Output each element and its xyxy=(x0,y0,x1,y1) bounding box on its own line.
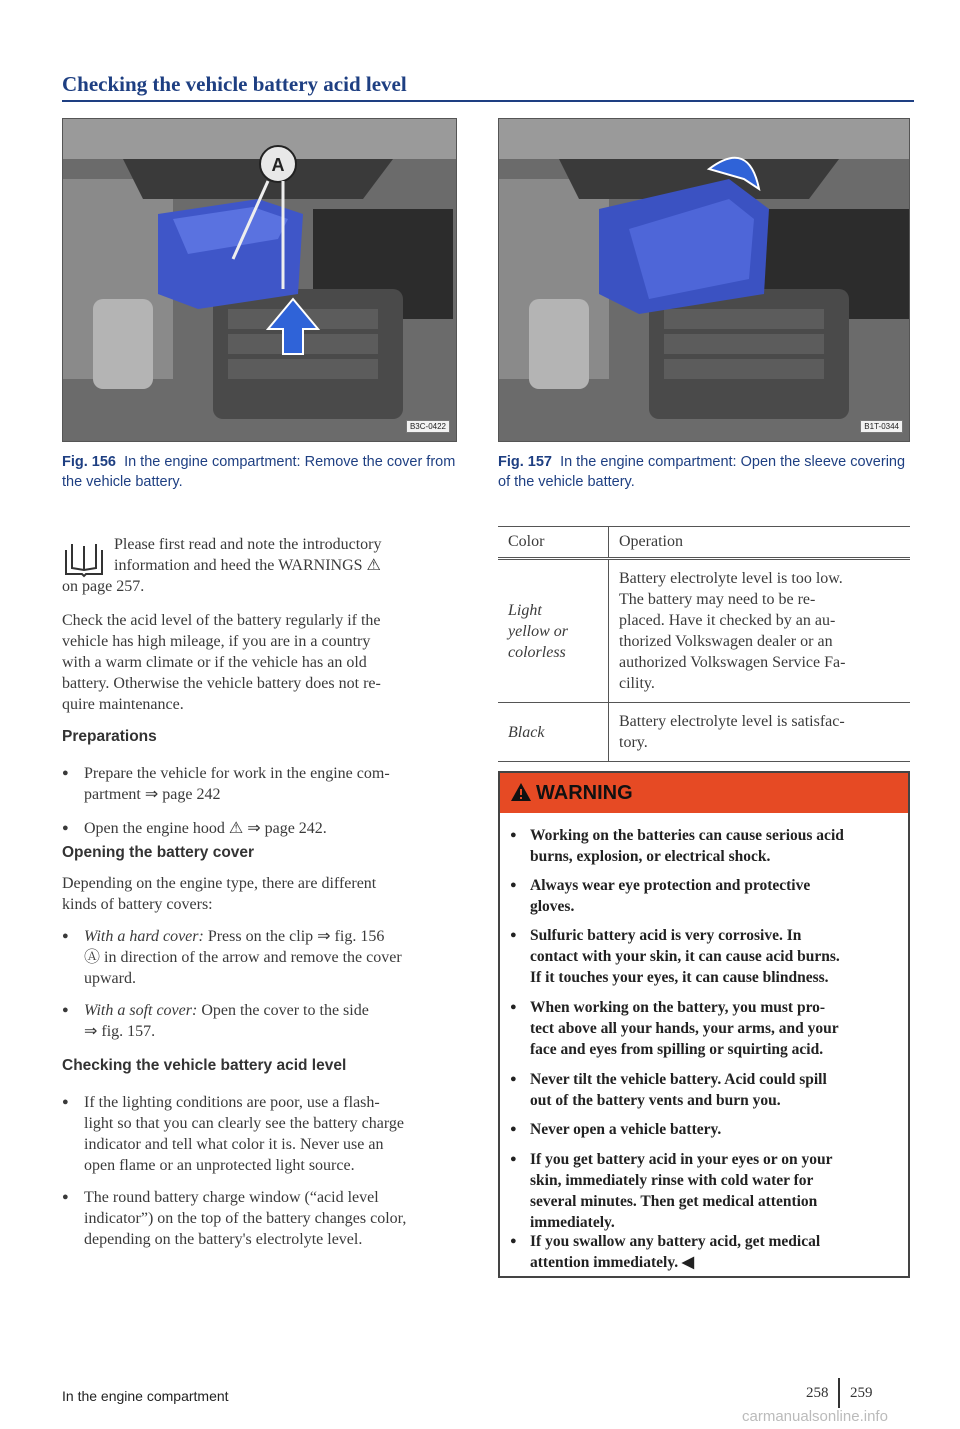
warning-item: ● When working on the battery, you must pro- tect above all your hands, your arms, and your face and eyes from spilling or squirting acid. xyxy=(510,997,920,1060)
warning-item: ● Sulfuric battery acid is very corrosive. In contact with your skin, it can cause acid burns. If it touches your eyes, it can cause blindness. xyxy=(510,925,920,988)
intro-line2: information and heed the WARNINGS ⚠ xyxy=(114,557,381,574)
warning-item: ● Never tilt the vehicle battery. Acid could spill out of the battery vents and burn you. xyxy=(510,1069,920,1111)
color-operation-table xyxy=(498,526,910,762)
table-row: Light yellow or colorless Battery electrolyte level is too low. The battery may need to be re- placed. Have it checked by an au- thorized Volkswagen dealer or an authorized Volkswagen Service Fa- cility. xyxy=(498,559,910,703)
intro-line1: Please first read and note the introductory xyxy=(114,536,382,553)
intro-paragraph: Check the acid level of the battery regularly if the vehicle has high mileage, if you are in a country with a warm climate or if the vehicle has an old battery. Otherwise the vehicle battery does not re- quire maintenance. xyxy=(62,612,381,713)
warning-item: ● If you get battery acid in your eyes or on your skin, immediately rinse with cold water for several minutes. Then get medical attention immediately. xyxy=(510,1149,920,1233)
table-row: Black Battery electrolyte level is satisfac- tory. xyxy=(498,703,910,762)
column-header-color: Color xyxy=(498,527,609,559)
title-rule xyxy=(62,100,914,102)
intro-line3: on page 257. xyxy=(62,578,145,595)
warning-triangle-icon: ⚠ xyxy=(366,557,381,574)
column-header-operation: Operation xyxy=(609,527,911,559)
warning-triangle-icon xyxy=(510,782,532,802)
warning-item: ● Working on the batteries can cause serious acid burns, explosion, or electrical shock. xyxy=(510,825,920,867)
warning-header: WARNING xyxy=(500,773,908,813)
list-item: ● If the lighting conditions are poor, use a flash- light so that you can clearly see the battery charge indicator and tell what color it is. Never use an open flame or an unprotected light source. xyxy=(62,1092,484,1176)
list-item: ● Open the engine hood ⚠ ⇒ page 242. xyxy=(62,818,484,839)
figure-code: B1T-0344 xyxy=(860,420,903,433)
preparations-heading: Preparations xyxy=(62,728,157,745)
warning-box xyxy=(498,771,910,1278)
watermark: carmanualsonline.info xyxy=(742,1408,888,1425)
list-item: ● With a hard cover: Press on the clip ⇒ fig. 156 Ⓐ in direction of the arrow and remove the cover upward. xyxy=(62,926,484,989)
page-title: Checking the vehicle battery acid level xyxy=(62,72,407,96)
list-item: ● With a soft cover: Open the cover to the side ⇒ fig. 157. xyxy=(62,1000,484,1042)
figure-code: B3C-0422 xyxy=(406,420,450,433)
checking-heading: Checking the vehicle battery acid level xyxy=(62,1057,347,1074)
opening-heading: Opening the battery cover xyxy=(62,844,255,861)
list-item: ● The round battery charge window (“acid level indicator”) on the top of the battery changes color, depending on the battery's electrolyte level. xyxy=(62,1187,484,1250)
list-item: ● Prepare the vehicle for work in the engine com- partment ⇒ page 242 xyxy=(62,763,484,805)
warning-item: ● Never open a vehicle battery. xyxy=(510,1119,920,1140)
opening-intro: Depending on the engine type, there are different kinds of battery covers: xyxy=(62,875,377,913)
figure-157-photo xyxy=(498,118,910,442)
book-icon xyxy=(62,538,106,578)
label-a: A xyxy=(271,155,285,175)
figure-156-photo xyxy=(62,118,457,442)
warning-item: ● If you swallow any battery acid, get medical attention immediately. ◀ xyxy=(510,1231,920,1273)
footer-section-label: In the engine compartment xyxy=(62,1388,229,1404)
page-number-left: 258 xyxy=(806,1385,829,1401)
figure-156-caption: Fig. 156 In the engine compartment: Remove the cover from the vehicle battery. xyxy=(62,454,456,490)
page-divider xyxy=(838,1378,840,1408)
warning-item: ● Always wear eye protection and protective gloves. xyxy=(510,875,920,917)
figure-157-caption: Fig. 157 In the engine compartment: Open the sleeve covering of the vehicle battery. xyxy=(498,454,906,490)
page-number-right: 259 xyxy=(850,1385,873,1401)
